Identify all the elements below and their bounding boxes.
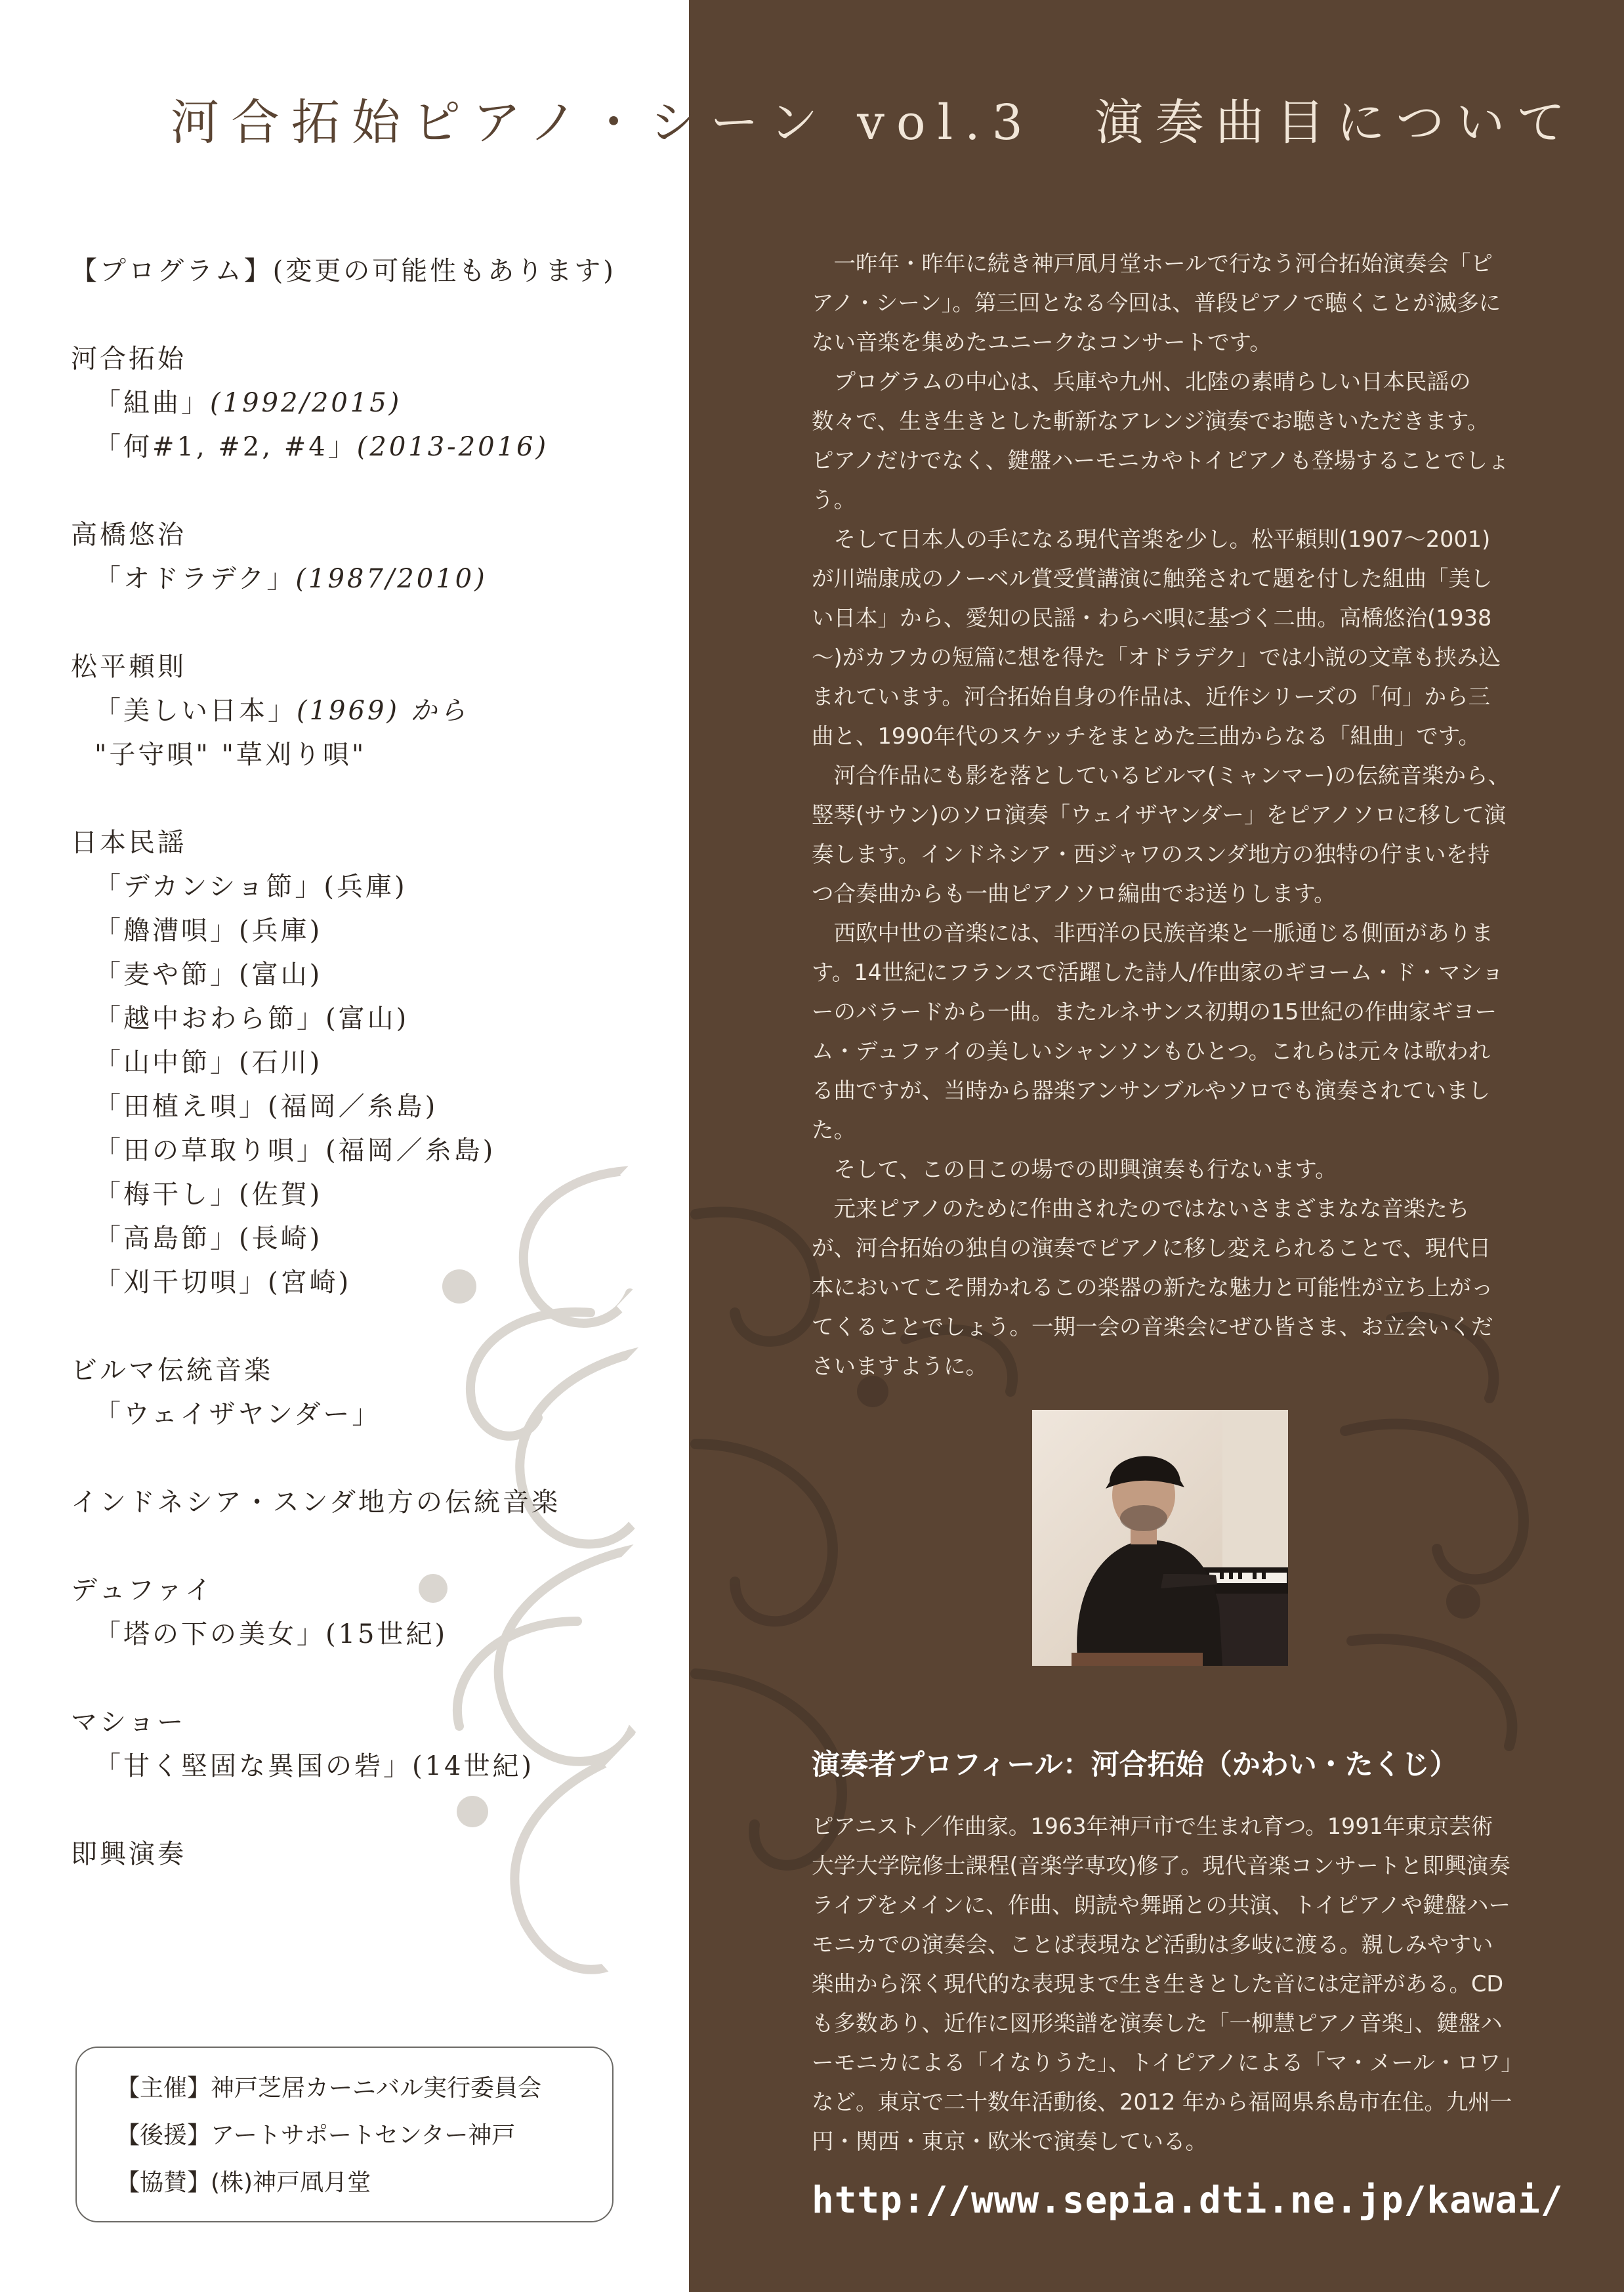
work-item <box>71 425 635 469</box>
work-item <box>71 1173 635 1217</box>
work-title: 「デカンショ節」 <box>94 872 324 902</box>
work-item <box>71 909 635 953</box>
work-item <box>71 865 635 909</box>
work-title: 「オドラデク」 <box>94 564 296 594</box>
intro-paragraph: プログラムの中心は、兵庫や九州、北陸の素晴らしい日本民謡の数々で、生き生きとした斬新なアレンジ演奏でお聴きいただきます。ピアノだけでなく、鍵盤ハーモニカやトイピアノも登場することでしょう。 <box>812 369 1510 513</box>
profile-heading: 演奏者プロフィール：河合拓始（かわい・たくじ） <box>812 1749 1458 1781</box>
title-left: 河合拓始ピアノ・シ <box>171 95 711 151</box>
composer-name: 河合拓始 <box>71 344 186 374</box>
work-item <box>71 997 635 1041</box>
work-item <box>71 1261 635 1305</box>
composer-block <box>71 513 635 601</box>
composer-name: インドネシア・スンダ地方の伝統音楽 <box>71 1487 560 1517</box>
work-title: 「梅干し」 <box>94 1179 239 1210</box>
work-title: 「田植え唄」 <box>94 1092 268 1122</box>
intro-paragraph: 西欧中世の音楽には、非西洋の民族音楽と一脈通じる側面があります。14世紀にフランスで活躍した詩人/作曲家のギヨーム・ド・マショーのバラードから一曲。またルネサンス初期の15世紀の作曲家ギヨーム・デュファイの美しいシャンソンもひとつ。これらは元々は歌われる曲ですが、当時から器楽アンサンブルやソロでも演奏されていました。 <box>812 920 1504 1143</box>
composer-name: 日本民謡 <box>71 828 186 858</box>
intro-paragraph: そして、この日この場での即興演奏も行ないます。 <box>833 1157 1337 1182</box>
work-title: 「越中おわら節」 <box>94 1004 325 1034</box>
work-item <box>71 689 635 733</box>
performer-photo <box>1032 1410 1288 1666</box>
work-item <box>71 1129 635 1173</box>
work-note: (福岡／糸島) <box>325 1135 496 1166</box>
intro-paragraph: そして日本人の手になる現代音楽を少し。松平頼則(1907～2001)が川端康成のノーベル賞受賞講演に触発されて題を付した組曲「美しい日本」から、愛知の民謡・わらべ唄に基づく二曲。高橋悠治(1938～)がカフカの短篇に想を得た「オドラデク」では小説の文章も挟み込まれています。河合拓始自身の作品は、近作シリーズの「何」から三曲と、1990年代のスケッチをまとめた三曲からなる「組曲」です。 <box>812 526 1501 749</box>
sponsor-value: 神戸芝居カーニバル実行委員会 <box>211 2075 542 2102</box>
work-note: (1969) から <box>297 696 468 726</box>
performer-photo-icon <box>1032 1410 1288 1666</box>
intro-text <box>812 244 1510 1386</box>
sponsor-label: 【主催】 <box>116 2075 211 2102</box>
composer-name: デュファイ <box>71 1575 214 1605</box>
composer-block <box>71 1349 635 1437</box>
work-note: (富山) <box>239 960 323 990</box>
composer-name: ビルマ伝統音楽 <box>71 1355 273 1386</box>
work-title: 「ウェイザヤンダー」 <box>94 1399 381 1430</box>
work-note: (石川) <box>239 1048 323 1078</box>
work-title: 「美しい日本」 <box>94 696 297 726</box>
program-list <box>71 249 635 1877</box>
work-title: 「甘く堅固な異国の砦」 <box>94 1751 412 1781</box>
composer-name: マショー <box>71 1707 186 1737</box>
work-title: 「組曲」 <box>94 388 210 418</box>
intro-paragraph: 河合作品にも影を落としているビルマ(ミャンマー)の伝統音楽から、竪琴(サウン)のソロ演奏「ウェイザヤンダー」をピアノソロに移して演奏します。インドネシア・西ジャワのスンダ地方の独特の佇まいを持つ合奏曲からも一曲ピアノソロ編曲でお送りします。 <box>812 763 1510 906</box>
work-note: (1987/2010) <box>295 564 488 594</box>
work-item <box>71 1085 635 1129</box>
composer-block <box>71 337 635 469</box>
work-note: (福岡／糸島) <box>268 1092 438 1122</box>
sponsor-value: アートサポートセンター神戸 <box>211 2122 516 2149</box>
work-note: (2013-2016) <box>356 432 549 462</box>
work-title: 「何#1, #2, #4」 <box>94 432 357 462</box>
work-item <box>71 733 635 777</box>
work-item <box>71 1613 635 1657</box>
composer-name: 即興演奏 <box>71 1839 186 1869</box>
work-note: (兵庫) <box>239 916 323 946</box>
work-note: (14世紀) <box>412 1751 535 1781</box>
sponsor-row <box>116 2159 612 2207</box>
work-item <box>71 1217 635 1261</box>
website-link[interactable]: http://www.sepia.dti.ne.jp/kawai/ <box>812 2179 1564 2222</box>
sponsor-row <box>116 2065 612 2112</box>
intro-paragraph: 一昨年・昨年に続き神戸凮月堂ホールで行なう河合拓始演奏会「ピアノ・シーン」。第三回となる今回は、普段ピアノで聴くことが滅多にない音楽を集めたユニークなコンサートです。 <box>812 251 1501 355</box>
work-title: 「高島節」 <box>94 1223 239 1254</box>
work-title: 「刈干切唄」 <box>94 1267 268 1298</box>
work-title: 「艪漕唄」 <box>94 916 239 946</box>
composer-block <box>71 1481 635 1525</box>
work-note: (長崎) <box>239 1223 323 1254</box>
profile-body: ピアニスト／作曲家。1963年神戸市で生まれ育つ。1991年東京芸術大学大学院修士課程(音楽学専攻)修了。現代音楽コンサートと即興演奏ライブをメインに、作曲、朗読や舞踊との共演、トイピアノや鍵盤ハーモニカでの演奏会、ことば表現など活動は多岐に渡る。親しみやすい楽曲から深く現代的な表現まで生き生きとした音には定評がある。CDも多数あり、近作に図形楽譜を演奏した「一柳慧ピアノ音楽」、鍵盤ハーモニカによる「イなりうた」、トイピアノによる「マ・メール・ロワ」など。東京で二十数年活動後、2012 年から福岡県糸島市在住。九州一円・関西・東京・欧米で演奏している。 <box>812 1814 1512 2154</box>
sponsor-row <box>116 2112 612 2159</box>
program-heading: 【プログラム】(変更の可能性もあります) <box>71 256 616 286</box>
sponsor-box <box>75 2047 614 2222</box>
title-right: ーン vol.3 演奏曲目について <box>710 95 1577 151</box>
work-item <box>71 381 635 425</box>
composer-block <box>71 1833 635 1877</box>
work-item <box>71 1745 635 1789</box>
composer-name: 松平頼則 <box>71 652 186 682</box>
work-note: (富山) <box>325 1004 409 1034</box>
composer-block <box>71 1701 635 1789</box>
work-note: (宮崎) <box>268 1267 352 1298</box>
sponsor-label: 【後援】 <box>116 2122 211 2149</box>
work-title: 「田の草取り唄」 <box>94 1135 325 1166</box>
intro-paragraph: 元来ピアノのために作曲されたのではないさまざまなな音楽たちが、河合拓始の独自の演奏でピアノに移し変えられることで、現代日本においてこそ開かれるこの楽器の新たな魅力と可能性が立ち上がってくることでしょう。一期一会の音楽会にぜひ皆さま、お立会いくださいますように。 <box>812 1196 1493 1379</box>
sponsor-label: 【協賛】 <box>116 2169 211 2196</box>
composer-block <box>71 645 635 777</box>
sponsor-value: (株)神戸凮月堂 <box>211 2169 371 2196</box>
work-title: 「塔の下の美女」 <box>94 1619 325 1649</box>
work-title: "子守唄" "草刈り唄" <box>94 740 367 770</box>
work-item <box>71 1041 635 1085</box>
work-item <box>71 557 635 601</box>
work-item <box>71 1393 635 1437</box>
work-note: (15世紀) <box>325 1619 448 1649</box>
work-note: (佐賀) <box>239 1179 323 1210</box>
composer-name: 高橋悠治 <box>71 520 186 550</box>
work-item <box>71 953 635 997</box>
page-title <box>171 84 1581 156</box>
composer-block <box>71 1569 635 1657</box>
work-title: 「山中節」 <box>94 1048 239 1078</box>
work-title: 「麦や節」 <box>94 960 239 990</box>
composer-block <box>71 821 635 1305</box>
work-note: (兵庫) <box>323 872 407 902</box>
work-note: (1992/2015) <box>210 388 402 418</box>
